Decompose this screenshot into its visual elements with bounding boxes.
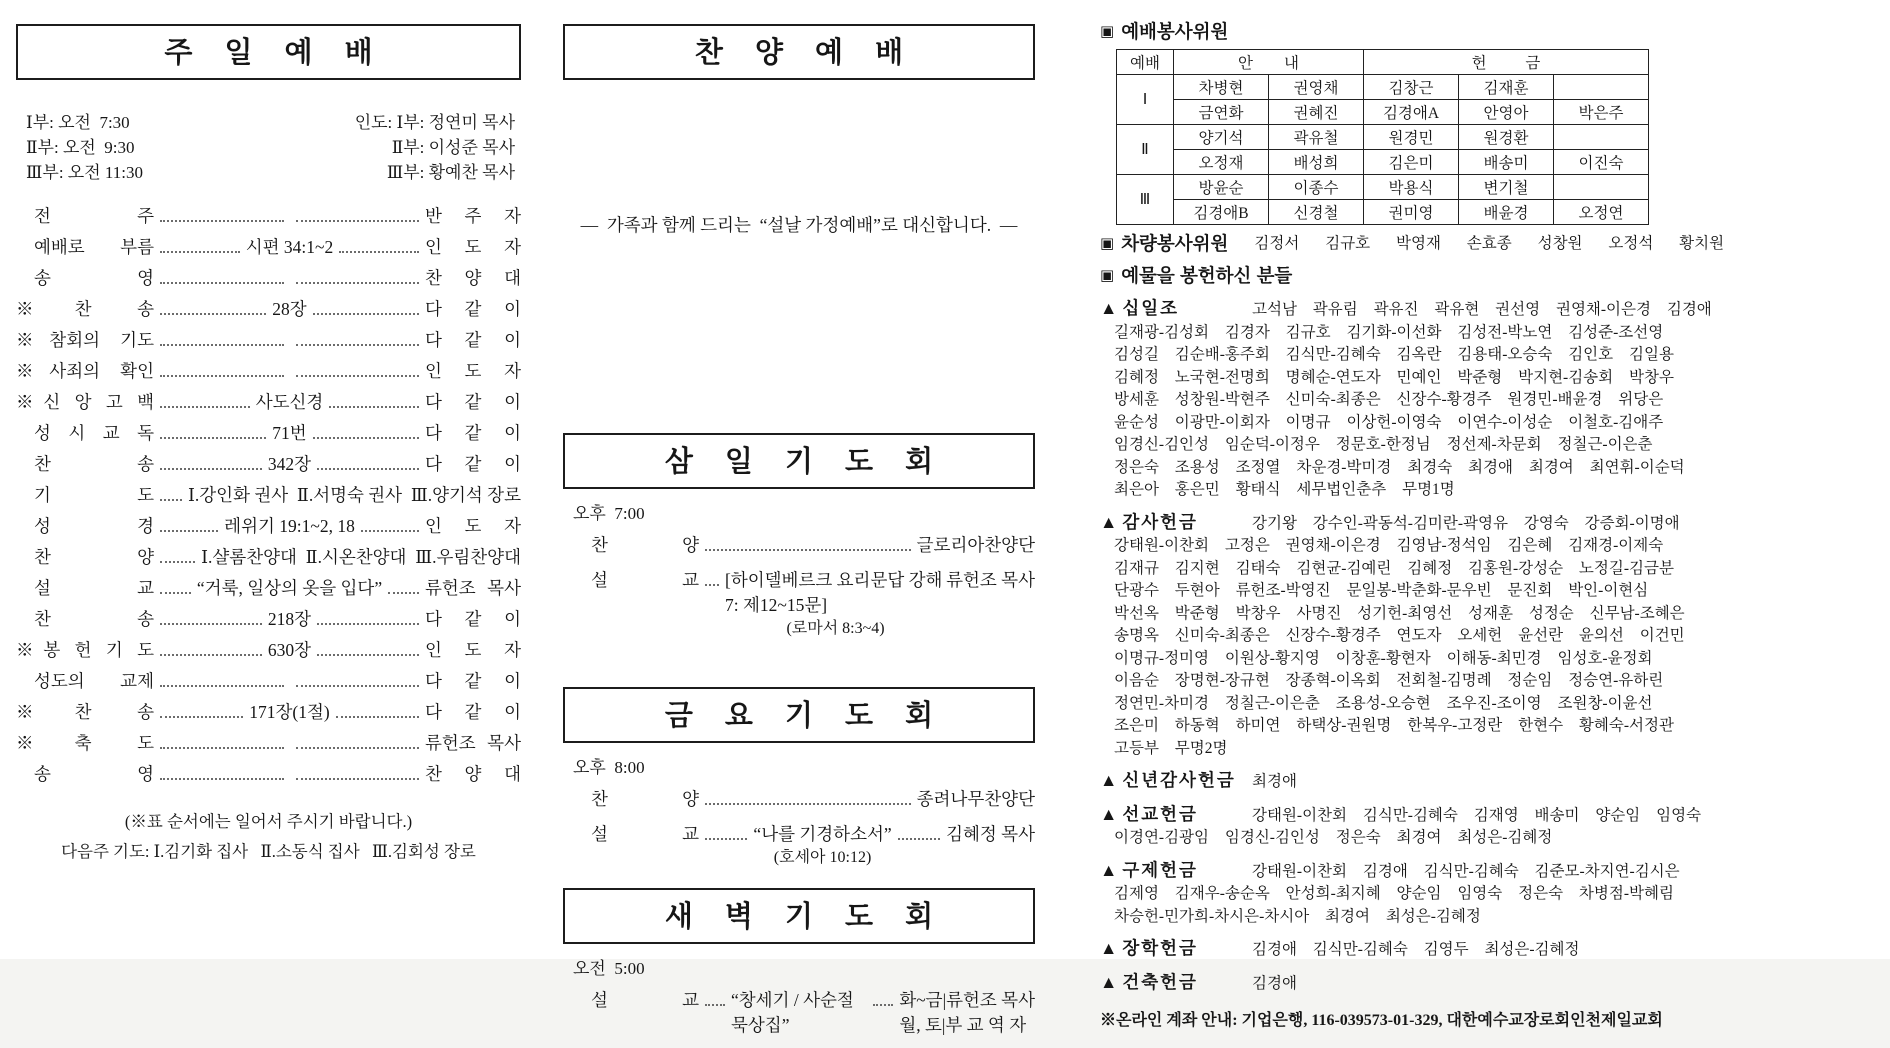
worship-servants-table	[1116, 49, 1649, 225]
servant-name: 권영채	[1269, 75, 1364, 100]
worship-row	[16, 482, 521, 513]
service-part: Ⅱ	[1117, 125, 1174, 175]
dotted-leader	[361, 521, 419, 532]
offering-first-line	[1100, 511, 1882, 536]
dawn-time: 오전 5:00	[573, 959, 645, 978]
friday-sermon-row	[563, 821, 1035, 870]
worship-row	[16, 544, 521, 575]
dotted-leader	[705, 540, 911, 551]
worship-item-label: 찬 송	[34, 454, 154, 474]
worship-item-role: 인 도 자	[425, 516, 522, 536]
servant-name: 방윤순	[1174, 175, 1269, 200]
dotted-leader	[296, 335, 420, 346]
worship-item-detail: 사도신경	[255, 392, 324, 412]
praise-worship-title: 찬 양 예 배	[563, 24, 1035, 80]
offering-category-label: ▲ 십일조	[1100, 298, 1180, 318]
offering-tithe	[1100, 297, 1882, 502]
dawn-sermon-row	[563, 987, 1035, 1038]
wednesday-prayer-title: 삼 일 기 도 회	[563, 433, 1035, 489]
service-leader-3: Ⅲ부: 황예찬 목사	[386, 163, 515, 182]
worship-row	[16, 234, 521, 265]
servant-name: 신경철	[1269, 200, 1364, 225]
sermon-preacher: 류헌조 목사	[946, 570, 1035, 590]
triangle-icon: ▲	[1100, 938, 1118, 958]
dotted-leader	[873, 995, 893, 1006]
servant-name: 박용식	[1364, 175, 1459, 200]
square-bullet-icon: ▣	[1100, 23, 1115, 40]
offering-first-line	[1100, 769, 1882, 794]
worship-item-label: ※찬 송	[16, 702, 154, 722]
offerings-heading	[1100, 264, 1882, 288]
worship-servants-heading	[1100, 20, 1882, 44]
service-leader-2: Ⅱ부: 이성준 목사	[391, 138, 515, 157]
vehicle-servants-heading-text: 차량봉사위원	[1121, 233, 1229, 254]
worship-row	[16, 451, 521, 482]
offering-first-line	[1100, 803, 1882, 828]
worship-item-label: 기 도	[34, 485, 154, 505]
dotted-leader	[296, 366, 420, 377]
friday-time: 오후 8:00	[573, 758, 645, 777]
sermon-title-block	[725, 567, 946, 641]
worship-item-role: 인 도 자	[425, 361, 521, 381]
dotted-leader	[388, 583, 419, 594]
worship-item-detail: 레위기 19:1~2, 18	[224, 516, 355, 536]
table-row	[1117, 100, 1649, 125]
donor-names: 강기왕 강수인-곽동석-김미란-곽영유 강영숙 강증회-이명애	[1252, 514, 1680, 532]
dotted-leader	[296, 738, 420, 749]
donor-names: 김제영 김재우-송순옥 안성희-최지혜 양순임 임영숙 정은숙 차병점-박혜림	[1114, 885, 1674, 902]
worship-item-role: 류헌조 목사	[425, 733, 521, 753]
offering-building	[1100, 971, 1882, 996]
square-bullet-icon: ▣	[1100, 235, 1115, 252]
worship-item-label: 찬 송	[34, 609, 154, 629]
dotted-leader	[898, 829, 940, 840]
worship-item-detail: “거룩, 일상의 옷을 입다”	[196, 578, 383, 598]
offering-first-line	[1100, 297, 1882, 322]
dotted-leader	[339, 242, 419, 253]
col-service-header: 예배	[1117, 50, 1174, 75]
worship-item-label: ※찬 송	[16, 299, 154, 319]
sermon-title: [하이델베르크 요리문답 강해 7: 제12~15문]	[725, 570, 943, 615]
offering-relief	[1100, 859, 1882, 929]
sermon-title-block	[753, 821, 891, 870]
table-row	[1117, 150, 1649, 175]
worship-servants-heading-text: 예배봉사위원	[1121, 21, 1229, 42]
offering-scholarship	[1100, 937, 1882, 962]
worship-item-label: ※축 도	[16, 733, 154, 753]
vehicle-servants-heading	[1100, 232, 1228, 256]
offering-category-label: ▲ 구제헌금	[1100, 859, 1198, 880]
table-row	[1117, 125, 1649, 150]
table-row	[1117, 75, 1649, 100]
donor-names: 김성길 김순배-홍주회 김식만-김혜숙 김옥란 김용태-오승숙 김인호 김일용	[1114, 346, 1674, 363]
worship-item-role: 찬 양 대	[425, 764, 521, 784]
dotted-leader	[160, 676, 284, 687]
worship-row	[16, 637, 521, 668]
servant-name: 배성희	[1269, 150, 1364, 175]
service-time-3: Ⅲ부: 오전 11:30	[26, 163, 143, 182]
servant-name: 금연화	[1174, 100, 1269, 125]
triangle-icon: ▲	[1100, 803, 1118, 824]
triangle-icon: ▲	[1100, 298, 1118, 318]
servant-name: 양기석	[1174, 125, 1269, 150]
dawn-preacher-weekend: 월, 토|부 교 역 자	[899, 1015, 1027, 1035]
worship-item-role: 다 같 이	[425, 702, 521, 722]
dotted-leader	[160, 490, 182, 501]
worship-row	[16, 327, 521, 358]
worship-item-label: 예배로 부름	[34, 237, 154, 257]
triangle-icon: ▲	[1100, 770, 1118, 790]
worship-item-label: 찬 양	[34, 547, 154, 567]
worship-item-detail: 171장(1절)	[249, 702, 330, 722]
dotted-leader	[160, 335, 284, 346]
sermon-label: 설 교	[591, 824, 699, 844]
donor-names: 정은숙 조용성 조정열 차운경-박미경 최경숙 최경애 최경여 최연휘-이순덕	[1114, 458, 1685, 476]
donor-names: 최경애	[1252, 773, 1297, 790]
worship-row	[16, 606, 521, 637]
dotted-leader	[296, 769, 420, 780]
donor-names: 정연민-차미경 정칠근-이은춘 조용성-오승현 조우진-조이영 조원창-이윤선	[1114, 694, 1653, 712]
offering-first-line	[1100, 937, 1882, 962]
donor-names: 임경신-김인성 임순덕-이정우 정문호-한정님 정선제-차문회 정칠근-이은춘	[1114, 436, 1653, 453]
worship-item-role: 찬 양 대	[425, 268, 521, 288]
servant-name: 배윤경	[1459, 200, 1554, 225]
donor-names: 최은아 홍은민 황태식 세무법인춘추 무명1명	[1114, 481, 1455, 498]
servant-name: 권미영	[1364, 200, 1459, 225]
offering-first-line	[1100, 971, 1882, 996]
worship-item-label: 송 영	[34, 764, 154, 784]
square-bullet-icon: ▣	[1100, 267, 1115, 284]
servants-and-offerings-column	[1100, 20, 1882, 1030]
friday-prayer-title: 금 요 기 도 회	[563, 687, 1035, 743]
service-leaders	[355, 110, 515, 185]
worship-item-role: 다 같 이	[425, 671, 521, 691]
worship-row	[16, 358, 521, 389]
triangle-icon: ▲	[1100, 511, 1118, 532]
service-leader-1: 인도: Ⅰ부: 정연미 목사	[354, 113, 515, 132]
worship-row	[16, 203, 521, 234]
dotted-leader	[705, 995, 725, 1006]
dotted-leader	[160, 769, 284, 780]
servant-name: 이진숙	[1554, 150, 1649, 175]
worship-item-detail: 342장	[267, 454, 312, 474]
donor-names: 조은미 하동혁 하미연 하택상-권원명 한복우-고정란 한현수 황혜숙-서정관	[1114, 717, 1674, 734]
servant-name	[1554, 75, 1649, 100]
offering-category-label: ▲ 건축헌금	[1100, 971, 1198, 992]
worship-item-detail: 218장	[267, 609, 312, 629]
dotted-leader	[705, 829, 747, 840]
service-times	[26, 110, 143, 185]
donor-names: 김경애 김식만-김혜숙 김영두 최성은-김혜정	[1252, 941, 1580, 958]
friday-praise-row	[563, 786, 1035, 811]
dotted-leader	[160, 459, 262, 470]
dotted-leader	[160, 521, 218, 532]
offering-first-line	[1100, 859, 1882, 884]
offering-thanksgiving	[1100, 511, 1882, 761]
servant-name: 김창근	[1364, 75, 1459, 100]
servant-name: 원경민	[1364, 125, 1459, 150]
praise-team: 종려나무찬양단	[916, 789, 1035, 809]
donor-names: 강태원-이찬회 김식만-김혜숙 김재영 배송미 양순임 임영숙	[1252, 806, 1702, 824]
dotted-leader	[160, 552, 195, 563]
dotted-leader	[160, 738, 284, 749]
worship-row	[16, 761, 521, 792]
worship-row	[16, 668, 521, 699]
donor-names: 강태원-이찬회 김경애 김식만-김혜숙 김준모-차지연-김시은	[1252, 862, 1680, 880]
praise-label: 찬 양	[591, 789, 699, 809]
dotted-leader	[296, 676, 420, 687]
worship-row	[16, 575, 521, 606]
worship-item-role: 인 도 자	[425, 640, 521, 660]
worship-item-label: ※사죄의 확인	[16, 361, 154, 381]
dotted-leader	[160, 242, 240, 253]
servant-name: 차병현	[1174, 75, 1269, 100]
dawn-preacher-weekday: 화~금|류헌조 목사	[899, 990, 1035, 1010]
dotted-leader	[160, 304, 266, 315]
worship-item-detail: 71번	[272, 423, 307, 443]
donor-names: 송명옥 신미숙-최종은 신장수-황경주 연도자 오세헌 윤선란 윤의선 이건민	[1114, 627, 1685, 644]
col-guide-header: 안 내	[1174, 50, 1364, 75]
worship-item-label: ※참회의 기도	[16, 330, 154, 350]
donor-names: 김경애	[1252, 974, 1297, 992]
dotted-leader	[160, 645, 262, 656]
sermon-label: 설 교	[591, 990, 699, 1010]
dotted-leader	[160, 707, 243, 718]
triangle-icon: ▲	[1100, 971, 1118, 992]
worship-item-role: 다 같 이	[425, 299, 521, 319]
dotted-leader	[296, 273, 420, 284]
dawn-preachers	[899, 988, 1035, 1038]
dotted-leader	[160, 273, 284, 284]
praise-team: 글로리아찬양단	[916, 535, 1035, 555]
service-part: Ⅲ	[1117, 175, 1174, 225]
dotted-leader	[336, 707, 419, 718]
worship-item-role: 인 도 자	[425, 237, 522, 257]
wednesday-time: 오후 7:00	[573, 504, 645, 523]
table-row	[1117, 175, 1649, 200]
service-time-1: Ⅰ부: 오전 7:30	[26, 113, 130, 132]
offering-category-label: ▲ 감사헌금	[1100, 511, 1198, 532]
worship-item-detail: 28장	[272, 299, 307, 319]
donor-names: 방세훈 성창원-박현주 신미숙-최종은 신장수-황경주 원경민-배윤경 위당은	[1114, 391, 1664, 408]
worship-item-role: 반 주 자	[425, 206, 521, 226]
next-week-prayer: 다음주 기도: Ⅰ.김기화 집사 Ⅱ.소동식 집사 Ⅲ.김회성 장로	[61, 842, 476, 861]
worship-item-role: 다 같 이	[425, 423, 521, 443]
worship-row	[16, 296, 521, 327]
worship-item-detail: 시편 34:1~2	[245, 237, 334, 257]
worship-order-list	[16, 203, 521, 792]
wednesday-praise-row	[563, 532, 1035, 557]
servant-name: 원경환	[1459, 125, 1554, 150]
servant-name: 오정연	[1554, 200, 1649, 225]
worship-item-role: 다 같 이	[425, 609, 521, 629]
dotted-leader	[317, 459, 419, 470]
sunday-worship-title: 주 일 예 배	[16, 24, 521, 80]
praise-label: 찬 양	[591, 535, 699, 555]
praise-worship-note: — 가족과 함께 드리는 “설날 가정예배”로 대신합니다. —	[580, 215, 1018, 235]
worship-item-label: 설 교	[34, 578, 154, 598]
worship-item-label: 성 경	[34, 516, 154, 536]
servant-name: 박은주	[1554, 100, 1649, 125]
offering-category-label: ▲ 장학헌금	[1100, 938, 1198, 958]
service-times-block	[26, 110, 515, 185]
worship-row	[16, 730, 521, 761]
donor-names: 김재규 김지현 김태숙 김현균-김예린 김혜정 김홍원-강성순 노정길-김금분	[1114, 559, 1674, 577]
dotted-leader	[160, 397, 250, 408]
worship-item-label: 전 주	[34, 206, 154, 226]
servant-name: 안영아	[1459, 100, 1554, 125]
prayer-meetings-column	[563, 24, 1035, 1048]
table-row	[1117, 200, 1649, 225]
donor-names: 윤순성 이광만-이회자 이명규 이상헌-이영숙 이연수-이성순 이철호-김애주	[1114, 413, 1664, 431]
dotted-leader	[160, 211, 284, 222]
donor-names: 박선옥 박준형 박창우 사명진 성기헌-최영선 성재훈 성정순 신무남-조혜은	[1114, 604, 1685, 622]
service-time-2: Ⅱ부: 오전 9:30	[26, 138, 135, 157]
dotted-leader	[705, 794, 911, 805]
offerings-heading-text: 예물을 봉헌하신 분들	[1121, 265, 1293, 286]
wednesday-sermon-row	[563, 567, 1035, 641]
dotted-leader	[296, 211, 420, 222]
vehicle-servant-names: 김정서 김규호 박영재 손효종 성창원 오정석 황치원	[1254, 235, 1725, 252]
service-part: Ⅰ	[1117, 75, 1174, 125]
dotted-leader	[317, 614, 419, 625]
servant-name: 권혜진	[1269, 100, 1364, 125]
worship-item-label: 성도의 교제	[34, 671, 154, 691]
vehicle-servants-row	[1100, 231, 1882, 256]
servant-name: 김재훈	[1459, 75, 1554, 100]
online-account-info: ※온라인 계좌 안내: 기업은행, 116-039573-01-329, 대한예수교장로회인천제일교회	[1100, 1012, 1663, 1029]
worship-item-role: 다 같 이	[425, 330, 521, 350]
offering-category-label: ▲ 신년감사헌금	[1100, 770, 1236, 790]
worship-item-detail: 630장	[267, 640, 312, 660]
worship-row	[16, 265, 521, 296]
servant-name: 배송미	[1459, 150, 1554, 175]
sermon-scripture: (호세아 10:12)	[773, 849, 872, 866]
servant-name	[1554, 175, 1649, 200]
sermon-title: “창세기 / 사순절묵상집”	[731, 990, 854, 1035]
standing-note: (※표 순서에는 일어서 주시기 바랍니다.)	[124, 812, 413, 831]
worship-row	[16, 420, 521, 451]
worship-item-label: ※봉 헌 기 도	[16, 640, 154, 660]
dotted-leader	[705, 575, 719, 586]
worship-item-label: ※신 앙 고 백	[16, 392, 154, 412]
donor-names: 고등부 무명2명	[1114, 739, 1228, 757]
donor-names: 김혜정 노국현-전명희 명혜순-연도자 민예인 박준형 박지현-김송회 박창우	[1114, 368, 1674, 386]
offering-mission	[1100, 803, 1882, 850]
donor-names: 길재광-김성회 김경자 김규호 김기화-이선화 김성전-박노연 김성준-조선영	[1114, 323, 1664, 341]
donor-names: 이음순 장명현-장규현 장종혁-이옥회 전회철-김명례 정순임 정승연-유하린	[1114, 672, 1664, 689]
worship-item-label: 성 시 교 독	[34, 423, 154, 443]
sermon-preacher: 김혜정 목사	[946, 824, 1035, 844]
servant-name: 변기철	[1459, 175, 1554, 200]
offering-newyear	[1100, 769, 1882, 794]
sermon-scripture: (로마서 8:3~4)	[786, 620, 885, 637]
triangle-icon: ▲	[1100, 859, 1118, 880]
donor-names: 이명규-정미영 이원상-황지영 이창훈-황현자 이해동-최민경 임성호-윤정회	[1114, 649, 1653, 667]
worship-row	[16, 513, 521, 544]
worship-item-role: 류헌조 목사	[425, 578, 521, 598]
offering-category-label: ▲ 선교헌금	[1100, 803, 1198, 824]
donor-names: 단광수 두현아 류헌조-박영진 문일봉-박춘화-문우빈 문진회 박인-이현심	[1114, 582, 1649, 599]
servant-name: 곽유철	[1269, 125, 1364, 150]
dotted-leader	[160, 366, 284, 377]
worship-item-role: 다 같 이	[425, 392, 521, 412]
donor-names: 이경연-김광임 임경신-김인성 정은숙 최경여 최성은-김혜정	[1114, 829, 1553, 846]
worship-item-detail: Ⅰ.샬롬찬양대 Ⅱ.시온찬양대 Ⅲ.우림찬양대	[201, 547, 521, 567]
dotted-leader	[160, 614, 262, 625]
table-header-row	[1117, 50, 1649, 75]
dotted-leader	[313, 428, 419, 439]
worship-row	[16, 389, 521, 420]
dotted-leader	[160, 428, 266, 439]
dotted-leader	[329, 397, 419, 408]
dawn-prayer-title: 새 벽 기 도 회	[563, 888, 1035, 944]
sunday-worship-section	[16, 24, 521, 862]
sermon-title: “나를 기경하소서”	[753, 824, 892, 844]
servant-name: 김경애B	[1174, 200, 1269, 225]
servant-name: 김경애A	[1364, 100, 1459, 125]
dotted-leader	[317, 645, 419, 656]
worship-item-label: 송 영	[34, 268, 154, 288]
worship-item-detail: Ⅰ.강인화 권사 Ⅱ.서명숙 권사 Ⅲ.양기석 장로	[187, 485, 521, 505]
servant-name: 이종수	[1269, 175, 1364, 200]
worship-item-role: 다 같 이	[425, 454, 521, 474]
servant-name	[1554, 125, 1649, 150]
sermon-label: 설 교	[591, 570, 699, 590]
col-offering-header: 헌 금	[1364, 50, 1649, 75]
servant-name: 김은미	[1364, 150, 1459, 175]
dotted-leader	[313, 304, 419, 315]
donor-names: 고석남 곽유림 곽유진 곽유현 권선영 권영채-이은경 김경애	[1252, 301, 1712, 318]
dotted-leader	[160, 583, 191, 594]
worship-row	[16, 699, 521, 730]
servant-name: 오정재	[1174, 150, 1269, 175]
donor-names: 강태원-이찬회 고정은 권영채-이은경 김영남-정석임 김은혜 김재경-이제숙	[1114, 537, 1664, 554]
donor-names: 차승헌-민가희-차시은-차시아 최경여 최성은-김혜정	[1114, 907, 1481, 925]
